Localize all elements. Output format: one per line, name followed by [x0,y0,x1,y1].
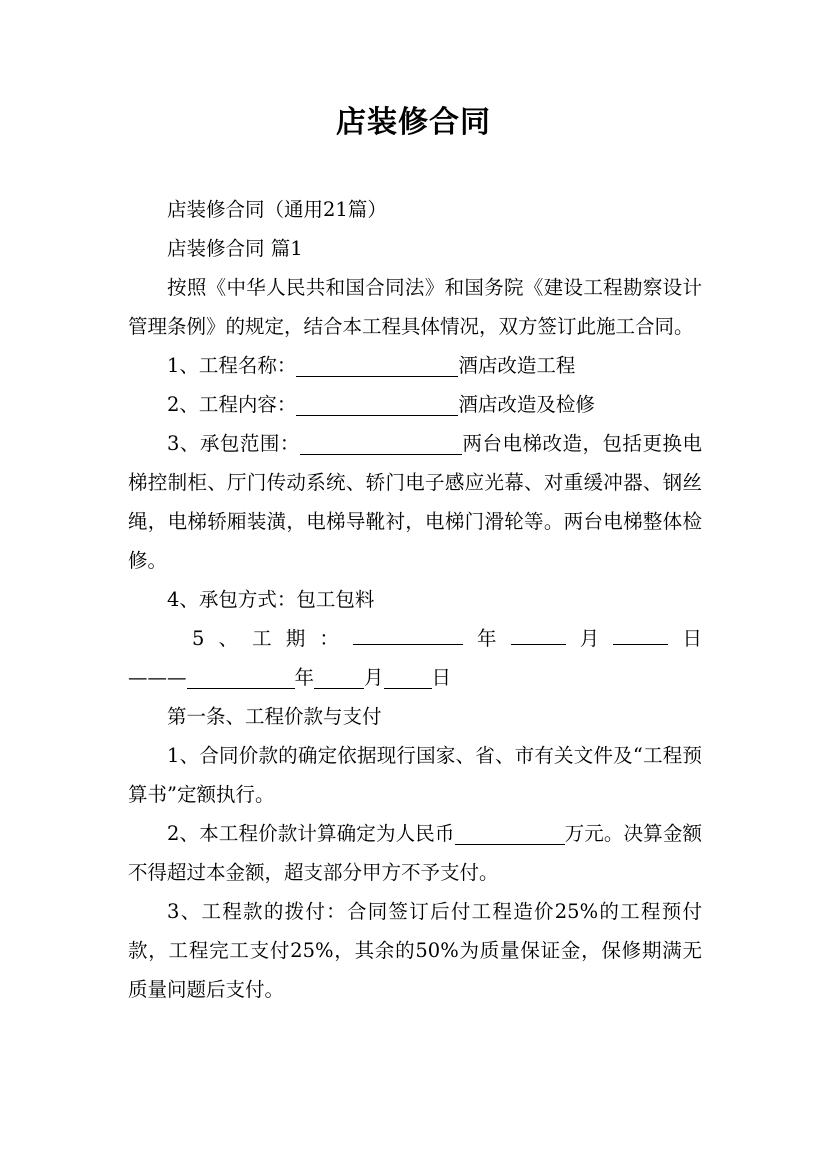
item-period-line-2 [128,658,702,697]
item5-day-2: 日 [431,666,452,689]
item5-num: 5 [192,627,205,650]
blank-line [455,823,565,844]
item2-value: 酒店改造及检修 [458,393,595,416]
intro-paragraph: 按照《中华人民共和国合同法》和国务院《建设工程勘察设计管理条例》的规定，结合本工程具体情况，双方签订此施工合同。 [128,276,702,338]
clause-2 [128,814,702,892]
item-project-name [128,346,702,385]
item2-prefix: 2、工程内容： [167,393,297,416]
blank-line [613,624,668,645]
subtitle: 店装修合同（通用21篇） [167,198,387,221]
blank-line [296,394,458,415]
item-contract-method: 4、承包方式：包工包料 [167,588,375,611]
item5-colon: ： [319,627,339,650]
blank-line [296,355,458,376]
clause2-suffix: 万元。决算金额不得超过本金额，超支部分甲方不予支付。 [128,822,702,884]
item3-prefix: 3、承包范围： [167,432,300,455]
clause-3: 3、工程款的拨付：合同签订后付工程造价25%的工程预付款，工程完工支付25%，其余的50%为质量保证金，保修期满无质量问题后支付。 [128,900,702,1001]
blank-line [300,433,462,454]
item5-year: 年 [477,627,497,650]
item5-month-2: 月 [364,666,384,689]
item-period-line [128,619,702,658]
item1-value: 酒店改造工程 [458,354,576,377]
item1-prefix: 1、工程名称： [167,354,297,377]
clause2-prefix: 2、本工程价款计算确定为人民币 [167,822,455,845]
document-body [128,190,702,1009]
item-project-content [128,385,702,424]
article-heading: 第一条、工程价款与支付 [167,705,382,728]
item3-value: 两台电梯改造，包括更换电梯控制柜、厅门传动系统、轿门电子感应光幕、对重缓冲器、钢丝绳，电梯轿厢装潢，电梯导靴衬，电梯门滑轮等。两台电梯整体检修。 [128,432,702,572]
blank-line [187,667,295,688]
blank-line [511,624,566,645]
blank-line [314,667,364,688]
blank-line [384,667,432,688]
clause-1: 1、合同价款的确定依据现行国家、省、市有关文件及“工程预算书”定额执行。 [128,744,702,806]
item5-day: 日 [682,627,702,650]
item5-dash: ——— [128,666,187,689]
document-title: 店装修合同 [336,105,491,140]
item5-year-2: 年 [294,666,315,689]
item-scope [128,424,702,580]
blank-line [353,624,463,645]
item5-sep: 、 [218,627,239,650]
part-label: 店装修合同 篇1 [167,237,303,260]
item5-month: 月 [579,627,600,650]
item5-gong: 工 [252,627,272,650]
item5-qi: 期 [285,627,306,650]
